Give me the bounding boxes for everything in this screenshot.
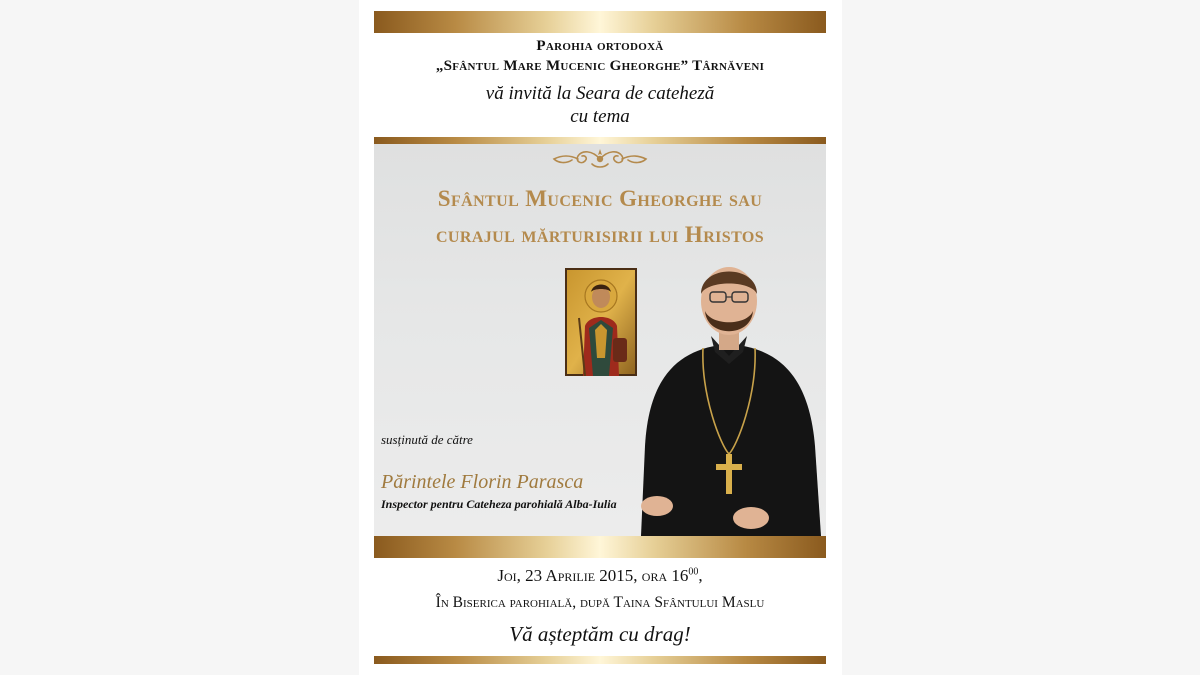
event-date-suffix: ,	[698, 566, 703, 585]
parish-name-line1: Parohia ortodoxă	[536, 38, 664, 54]
footer-gold-bar	[374, 656, 826, 664]
event-date-text: Joi, 23 Aprilie 2015, ora 16	[497, 566, 689, 585]
header-gold-divider	[374, 137, 826, 144]
parish-name-line2: „Sfântul Mare Mucenic Gheorghe” Târnăveni	[435, 58, 765, 74]
ornament-icon	[548, 146, 652, 172]
closing-message: Vă așteptăm cu drag!	[509, 622, 691, 646]
event-date	[374, 566, 826, 586]
invitation-poster	[359, 0, 842, 675]
topic-title-line1: Sfântul Mucenic Gheorghe sau	[437, 186, 763, 211]
invitation-line1: vă invită la Seara de cateheză	[485, 83, 715, 104]
speaker-name: Părintele Florin Parasca	[381, 471, 584, 493]
bottom-gold-bar	[374, 536, 826, 558]
top-gold-bar	[374, 11, 826, 33]
speaker-role: Inspector pentru Cateheza parohială Alba-Iulia	[381, 497, 617, 511]
invitation-line2: cu tema	[570, 106, 630, 127]
presented-by-label: susținută de către	[381, 432, 473, 447]
saint-george-icon	[565, 268, 637, 376]
event-place: În Biserica parohială, după Taina Sfântului Maslu	[435, 594, 765, 611]
event-time-superscript: 00	[688, 566, 699, 578]
priest-photo	[631, 256, 826, 536]
topic-title-line2: curajul mărturisirii lui Hristos	[435, 222, 765, 247]
